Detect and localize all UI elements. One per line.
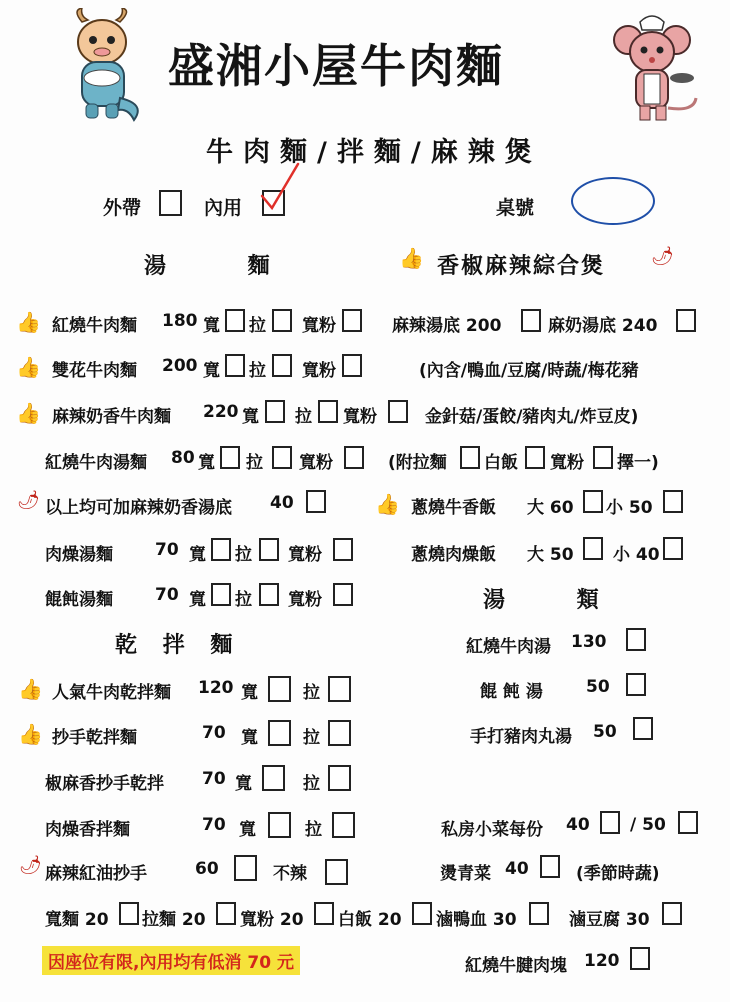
option-label: 寬粉 (288, 545, 322, 565)
option-checkbox[interactable] (234, 855, 257, 881)
option-label: 寬 (203, 361, 220, 381)
option-checkbox[interactable] (626, 673, 646, 696)
option-label: 拉 (235, 590, 252, 610)
option-checkbox[interactable] (342, 309, 362, 332)
table-number-field[interactable] (571, 177, 655, 225)
menu-item-name: 肉燥湯麵 (45, 545, 113, 565)
option-checkbox[interactable] (268, 720, 291, 746)
menu-item-price: 120 (198, 678, 234, 698)
option-checkbox[interactable] (259, 538, 279, 561)
thumbs-up-icon: 👍 (18, 722, 43, 746)
menu-item-price: 70 (202, 769, 226, 789)
dine-in-label: 內用 (204, 197, 243, 219)
option-checkbox[interactable] (600, 811, 620, 834)
option-label: 擇一) (617, 453, 659, 473)
thumbs-up-icon: 👍 (18, 677, 43, 701)
option-checkbox[interactable] (272, 446, 292, 469)
addon-item: 寬粉 20 (240, 910, 304, 930)
option-label: 拉 (235, 545, 252, 565)
option-label: 拉 (249, 361, 266, 381)
menu-item-name: 以上均可加麻辣奶香湯底 (45, 498, 232, 518)
minimum-charge-notice: 因座位有限,內用均有低消 70 元 (42, 946, 300, 975)
menu-item-price: 70 (202, 723, 226, 743)
check-mark-icon (258, 160, 304, 212)
takeout-label: 外帶 (103, 197, 142, 219)
menu-item-price: 200 (162, 356, 198, 376)
option-checkbox[interactable] (119, 902, 139, 925)
option-checkbox[interactable] (272, 354, 292, 377)
addon-item: 拉麵 20 (142, 910, 206, 930)
option-checkbox[interactable] (259, 583, 279, 606)
menu-item-price: 70 (155, 585, 179, 605)
option-checkbox[interactable] (268, 812, 291, 838)
option-checkbox[interactable] (540, 855, 560, 878)
option-checkbox[interactable] (412, 902, 432, 925)
menu-item-price: 70 (202, 815, 226, 835)
option-label: 寬粉 (550, 453, 584, 473)
thumbs-up-icon: 👍 (399, 246, 424, 270)
menu-item-price: 180 (162, 311, 198, 331)
section-soup-noodles: 湯 麵 (144, 254, 272, 279)
menu-item-price: 40 (566, 815, 590, 835)
menu-item-price: 70 (155, 540, 179, 560)
option-checkbox[interactable] (332, 812, 355, 838)
option-label: 寬粉 (288, 590, 322, 610)
option-label: 拉 (305, 820, 322, 840)
thumbs-up-icon: 👍 (16, 355, 41, 379)
option-checkbox[interactable] (333, 538, 353, 561)
option-checkbox[interactable] (529, 902, 549, 925)
addon-item: 白飯 20 (338, 910, 402, 930)
option-checkbox[interactable] (593, 446, 613, 469)
page-title: 盛湘小屋牛肉麵 (168, 39, 504, 93)
menu-item-price: 40 (505, 859, 529, 879)
menu-item-note: (季節時蔬) (576, 864, 660, 884)
option-checkbox[interactable] (220, 446, 240, 469)
addon-item: 寬麵 20 (45, 910, 109, 930)
option-checkbox[interactable] (388, 400, 408, 423)
menu-item-price-2: / 50 (630, 815, 666, 835)
option-checkbox[interactable] (663, 490, 683, 513)
menu-item-name: 紅燒牛肉湯 (466, 637, 551, 657)
option-label: 拉 (303, 683, 320, 703)
menu-item-price: 220 (203, 402, 239, 422)
option-checkbox[interactable] (272, 309, 292, 332)
page-subtitle: 牛肉麵/拌麵/麻辣煲 (206, 137, 542, 168)
menu-item-name: 麻辣紅油抄手 (45, 864, 147, 884)
option-label: 寬 (242, 407, 259, 427)
menu-item-name: 抄手乾拌麵 (52, 728, 137, 748)
large-price: 大 50 (527, 545, 574, 565)
option-checkbox[interactable] (460, 446, 480, 469)
small-price: 小 40 (613, 545, 660, 565)
option-checkbox[interactable] (318, 400, 338, 423)
menu-item-name: 燙青菜 (440, 864, 491, 884)
option-label: 不辣 (273, 864, 307, 884)
option-checkbox[interactable] (216, 902, 236, 925)
option-checkbox[interactable] (583, 537, 603, 560)
option-checkbox[interactable] (344, 446, 364, 469)
addon-item: 滷豆腐 30 (569, 910, 650, 930)
option-label: 寬 (198, 453, 215, 473)
option-label: 寬 (241, 683, 258, 703)
option-checkbox[interactable] (521, 309, 541, 332)
spicy-pot-includes: (內含/鴨血/豆腐/時蔬/梅花豬 (419, 361, 639, 381)
option-checkbox[interactable] (306, 490, 326, 513)
option-label: 拉 (295, 407, 312, 427)
option-checkbox[interactable] (325, 859, 348, 885)
option-label: 寬粉 (302, 316, 336, 336)
option-checkbox[interactable] (626, 628, 646, 651)
chili-pepper-icon: 🌶 (651, 246, 674, 267)
option-label: 拉 (246, 453, 263, 473)
spicy-pot-includes-2: 金針菇/蛋餃/豬肉丸/炸豆皮) (425, 407, 639, 427)
menu-item-name: 椒麻香抄手乾拌 (45, 774, 164, 794)
option-label: 拉 (249, 316, 266, 336)
spicy-pot-extra: (附拉麵 (388, 453, 447, 473)
option-label: 寬 (189, 590, 206, 610)
section-spicy-pot: 香椒麻辣綜合煲 (437, 254, 606, 279)
option-checkbox[interactable] (225, 309, 245, 332)
option-checkbox[interactable] (583, 490, 603, 513)
option-checkbox[interactable] (328, 765, 351, 791)
option-checkbox[interactable] (314, 902, 334, 925)
option-checkbox[interactable] (676, 309, 696, 332)
option-checkbox[interactable] (265, 400, 285, 423)
option-checkbox[interactable] (225, 354, 245, 377)
thumbs-up-icon: 👍 (375, 492, 400, 516)
option-checkbox[interactable] (211, 583, 231, 606)
large-price: 大 60 (527, 498, 574, 518)
addon-item: 滷鴨血 30 (436, 910, 517, 930)
option-label: 寬粉 (302, 361, 336, 381)
option-checkbox[interactable] (525, 446, 545, 469)
menu-item-name: 餛飩湯麵 (45, 590, 113, 610)
option-checkbox[interactable] (333, 583, 353, 606)
table-number-label: 桌號 (496, 197, 535, 219)
option-checkbox[interactable] (342, 354, 362, 377)
milk-spicy-broth-option: 麻奶湯底 240 (548, 316, 658, 336)
option-label: 寬 (189, 545, 206, 565)
option-checkbox[interactable] (262, 765, 285, 791)
option-checkbox[interactable] (328, 676, 351, 702)
menu-item-name: 紅燒牛腱肉塊 (465, 956, 567, 976)
spicy-broth-option: 麻辣湯底 200 (392, 316, 502, 336)
thumbs-up-icon: 👍 (16, 401, 41, 425)
option-checkbox[interactable] (211, 538, 231, 561)
section-soups: 湯 類 (483, 588, 601, 613)
menu-item-name: 蔥燒肉燥飯 (411, 545, 496, 565)
option-label: 拉 (303, 774, 320, 794)
menu-item-price: 60 (195, 859, 219, 879)
menu-item-name: 私房小菜每份 (441, 820, 543, 840)
option-checkbox[interactable] (328, 720, 351, 746)
option-checkbox[interactable] (662, 902, 682, 925)
option-label: 寬粉 (299, 453, 333, 473)
chili-pepper-icon: 🌶 (19, 855, 42, 876)
option-label: 寬 (235, 774, 252, 794)
menu-item-price: 130 (571, 632, 607, 652)
takeout-checkbox[interactable] (159, 190, 182, 216)
menu-item-name: 紅燒牛肉麵 (52, 316, 137, 336)
menu-item-price: 120 (584, 951, 620, 971)
option-label: 寬 (239, 820, 256, 840)
option-checkbox[interactable] (630, 947, 650, 970)
option-checkbox[interactable] (633, 717, 653, 740)
menu-item-name: 肉燥香拌麵 (45, 820, 130, 840)
menu-item-price: 80 (171, 448, 195, 468)
option-label: 白飯 (484, 453, 518, 473)
menu-item-name: 麻辣奶香牛肉麵 (52, 407, 171, 427)
menu-item-name: 紅燒牛肉湯麵 (45, 453, 147, 473)
option-label: 拉 (303, 728, 320, 748)
section-dry-noodles: 乾 拌 麵 (115, 633, 235, 658)
menu-item-price: 50 (586, 677, 610, 697)
option-checkbox[interactable] (268, 676, 291, 702)
mouse-chef-mascot-icon (610, 12, 702, 130)
dragon-mascot-icon (62, 8, 148, 126)
option-label: 寬 (241, 728, 258, 748)
chili-pepper-icon: 🌶 (17, 490, 40, 511)
menu-item-price: 50 (593, 722, 617, 742)
menu-item-name: 蔥燒牛香飯 (411, 498, 496, 518)
option-checkbox[interactable] (663, 537, 683, 560)
small-price: 小 50 (606, 498, 653, 518)
option-label: 寬粉 (343, 407, 377, 427)
thumbs-up-icon: 👍 (16, 310, 41, 334)
menu-item-name: 人氣牛肉乾拌麵 (52, 683, 171, 703)
menu-item-price: 40 (270, 493, 294, 513)
menu-item-name: 餛 飩 湯 (480, 682, 543, 702)
menu-item-name: 手打豬肉丸湯 (470, 727, 572, 747)
option-checkbox[interactable] (678, 811, 698, 834)
option-label: 寬 (203, 316, 220, 336)
menu-item-name: 雙花牛肉麵 (52, 361, 137, 381)
